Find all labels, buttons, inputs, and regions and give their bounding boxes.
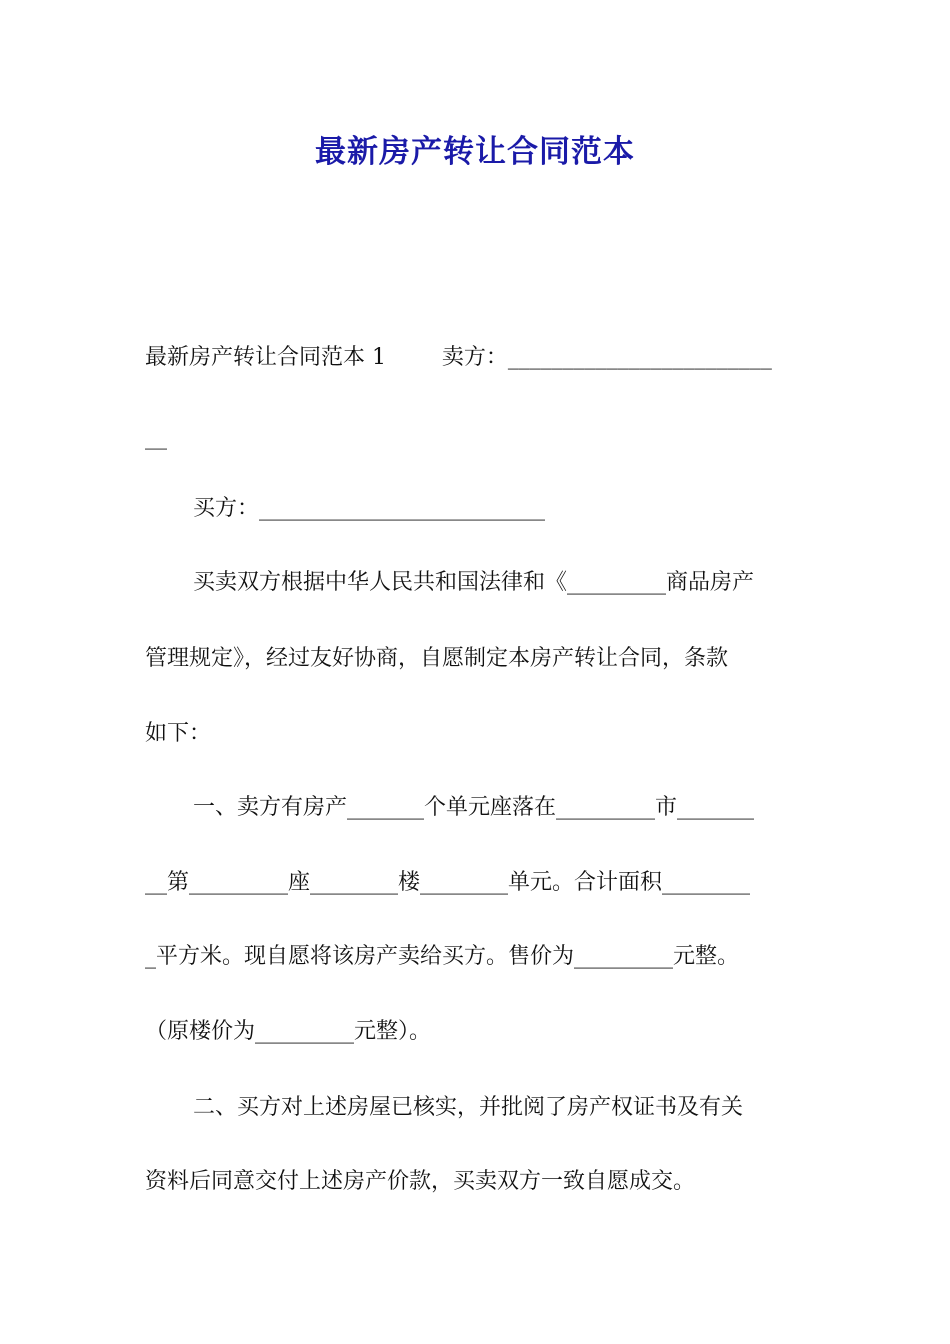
clause-one-line: _平方米。现自愿将该房产卖给买方。售价为_________元整。 <box>145 944 740 969</box>
clause-two-line: 资料后同意交付上述房产价款，买卖双方一致自愿成交。 <box>145 1169 696 1194</box>
clause-one-line: （原楼价为_________元整）。 <box>145 1019 432 1044</box>
clause-one-line: 一、卖方有房产_______个单元座落在_________市_______ <box>193 795 755 820</box>
paragraph-line: 买卖双方根据中华人民共和国法律和《_________商品房产 <box>193 570 755 595</box>
paragraph-line: 如下： <box>145 721 212 746</box>
paragraph-line: 管理规定》，经过友好协商，自愿制定本房产转让合同，条款 <box>145 646 729 671</box>
clause-two-line: 二、买方对上述房屋已核实，并批阅了房产权证书及有关 <box>193 1095 744 1120</box>
seller-blank-continuation: __ <box>145 425 167 450</box>
clause-one-line: __第_________座________楼________单元。合计面积________ <box>145 870 751 895</box>
document-title: 最新房产转让合同范本 <box>315 134 635 170</box>
buyer-line: 买方：__________________________ <box>193 496 546 521</box>
header-line: 最新房产转让合同范本 1 卖方：________________________ <box>145 345 772 370</box>
